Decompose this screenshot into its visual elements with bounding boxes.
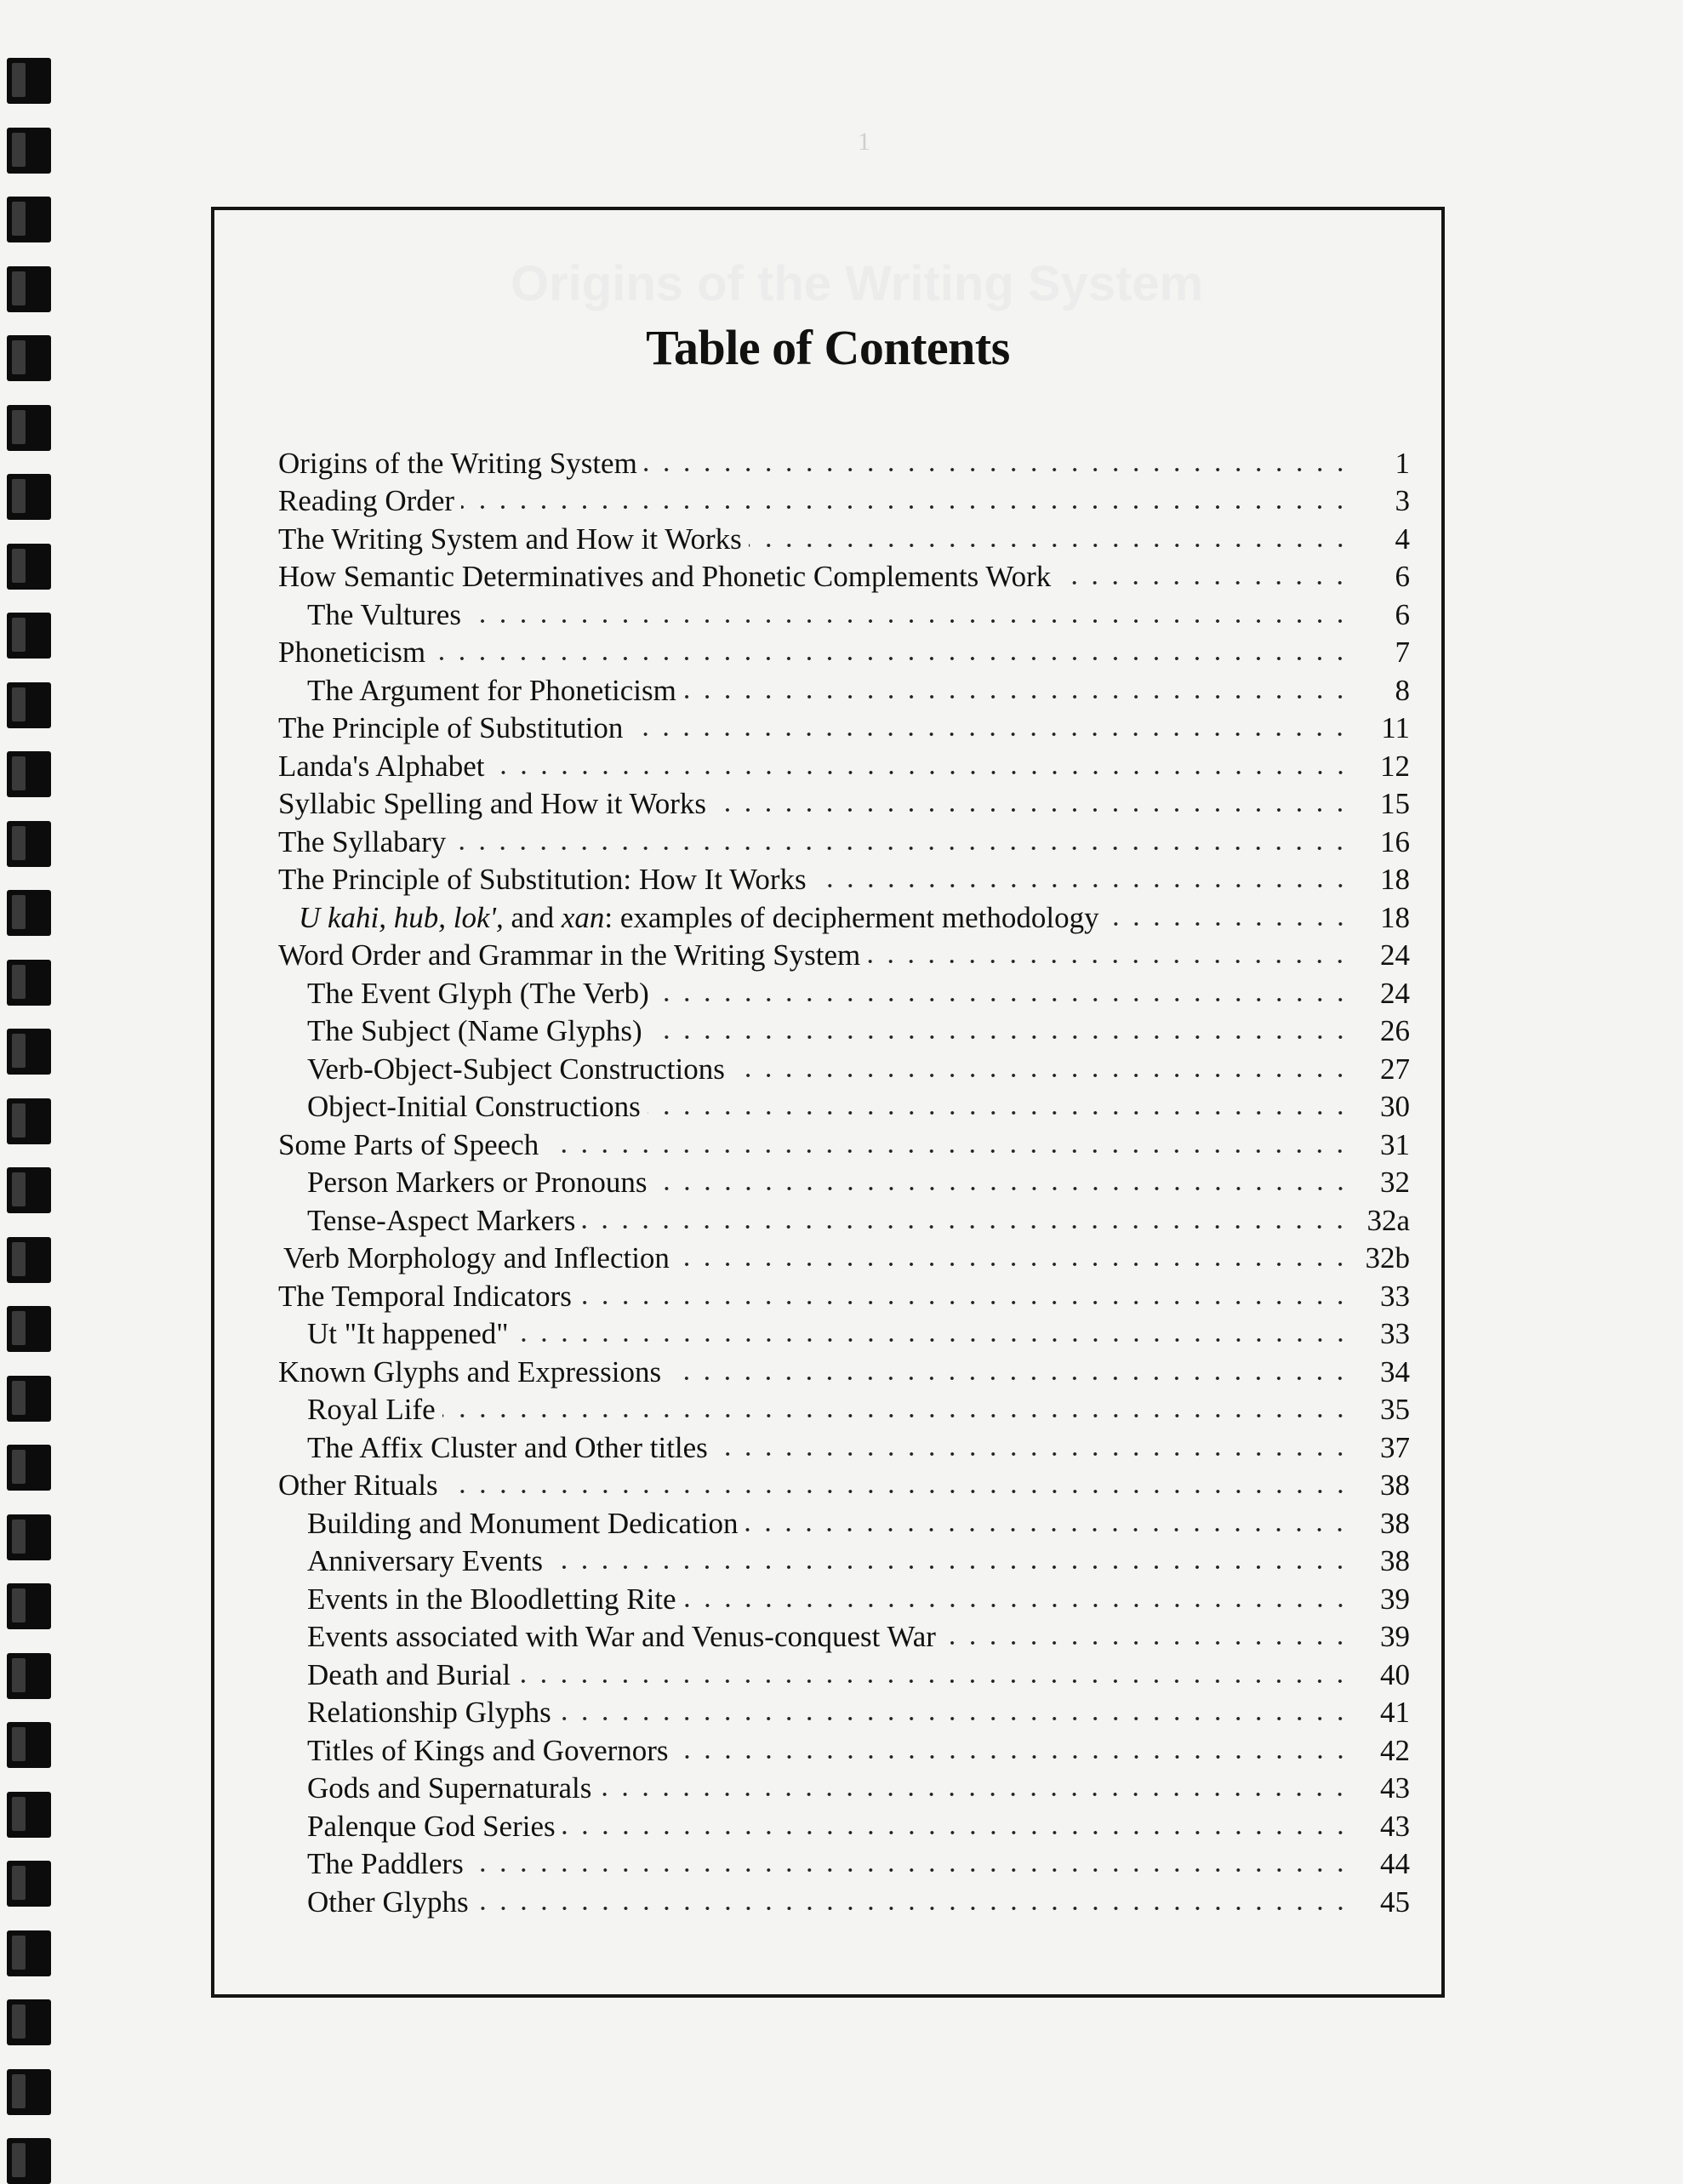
toc-entry-title: Titles of Kings and Governors: [307, 1733, 669, 1767]
binding-ring: [7, 1098, 51, 1144]
binding-ring: [7, 1029, 51, 1075]
dot-leader: [715, 1451, 1350, 1457]
toc-page-number: 1: [1395, 446, 1410, 480]
binding-ring: [7, 335, 51, 381]
dot-leader: [550, 1564, 1350, 1571]
toc-entry[interactable]: [278, 1349, 1410, 1387]
toc-page-number: 18: [1380, 863, 1410, 896]
binding-ring: [7, 2069, 51, 2115]
toc-entry[interactable]: [278, 1008, 1410, 1046]
binding-ring: [7, 751, 51, 797]
dot-leader: [745, 1526, 1350, 1533]
binding-ring: [7, 1653, 51, 1699]
toc-page-number: 33: [1380, 1279, 1410, 1313]
dot-leader: [732, 1072, 1350, 1079]
toc-page-number: 41: [1380, 1696, 1410, 1729]
dot-leader: [579, 1299, 1350, 1306]
toc-page-number: 39: [1380, 1582, 1410, 1616]
toc-page-number: 18: [1380, 900, 1410, 934]
toc-page-number: 38: [1380, 1468, 1410, 1502]
toc-page-number: 30: [1380, 1090, 1410, 1123]
dot-leader: [516, 1337, 1350, 1343]
toc-entry-title: The Temporal Indicators: [278, 1279, 572, 1313]
toc-entry[interactable]: [278, 894, 1410, 932]
toc-entry-title: The Principle of Substitution: [278, 711, 624, 744]
toc-entry-title: Origins of the Writing System: [278, 446, 637, 480]
dot-leader: [668, 1375, 1350, 1382]
toc-entry-title: Gods and Supernaturals: [307, 1771, 592, 1805]
page-title: Table of Contents: [646, 320, 1010, 375]
toc-entry[interactable]: [278, 1690, 1410, 1728]
toc-entry-title: The Writing System and How it Works: [278, 522, 742, 556]
dot-leader: [644, 466, 1350, 473]
toc-entry-title: Syllabic Spelling and How it Works: [278, 787, 707, 820]
toc-entry[interactable]: [278, 1538, 1410, 1577]
toc-entry[interactable]: [278, 1765, 1410, 1804]
toc-entry[interactable]: [278, 1614, 1410, 1652]
toc-entry[interactable]: [278, 1841, 1410, 1879]
toc-page-number: 3: [1395, 484, 1410, 517]
background-page-number: 1: [858, 128, 870, 156]
binding-ring: [7, 1583, 51, 1629]
spiral-binding: [0, 0, 68, 2178]
toc-entry[interactable]: [278, 1576, 1410, 1614]
binding-ring: [7, 128, 51, 174]
binding-ring: [7, 1237, 51, 1283]
binding-ring: [7, 544, 51, 590]
dot-leader: [683, 1602, 1350, 1609]
toc-page-number: 12: [1380, 749, 1410, 783]
toc-entry-title: Relationship Glyphs: [307, 1696, 551, 1729]
binding-ring: [7, 1445, 51, 1491]
toc-entry[interactable]: [278, 1197, 1410, 1235]
toc-entry[interactable]: [278, 1273, 1410, 1311]
dot-leader: [656, 996, 1350, 1003]
toc-page-number: 43: [1380, 1809, 1410, 1843]
toc-entry-title: The Event Glyph (The Verb): [307, 976, 649, 1010]
binding-ring: [7, 613, 51, 659]
binding-ring: [7, 197, 51, 242]
dot-leader: [648, 1109, 1350, 1116]
toc-entry[interactable]: [278, 630, 1410, 668]
binding-ring: [7, 474, 51, 520]
toc-page-number: 31: [1380, 1127, 1410, 1161]
toc-entry[interactable]: [278, 1046, 1410, 1084]
binding-ring: [7, 1167, 51, 1213]
toc-page-number: 38: [1380, 1544, 1410, 1577]
toc-entry[interactable]: [278, 932, 1410, 971]
toc-entry-title: The Vultures: [307, 597, 461, 631]
toc-entry[interactable]: [278, 554, 1410, 592]
toc-entry-title: The Subject (Name Glyphs): [307, 1014, 642, 1047]
toc-entry[interactable]: [278, 743, 1410, 781]
toc-entry-title: The Paddlers: [307, 1847, 464, 1880]
toc-entry-title: Phoneticism: [278, 636, 426, 669]
binding-ring: [7, 1861, 51, 1907]
toc-entry[interactable]: [278, 781, 1410, 819]
toc-entry[interactable]: [278, 591, 1410, 630]
dot-leader: [749, 542, 1350, 549]
dot-leader: [713, 807, 1350, 813]
dot-leader: [1106, 921, 1350, 927]
toc-entry-title: The Syllabary: [278, 824, 447, 858]
toc-entry-title: Palenque God Series: [307, 1809, 556, 1843]
binding-ring: [7, 1930, 51, 1976]
toc-entry-title: Other Glyphs: [307, 1885, 469, 1919]
toc-page-number: 37: [1380, 1430, 1410, 1464]
toc-page-number: 42: [1380, 1733, 1410, 1767]
dot-leader: [442, 1412, 1350, 1419]
toc-entry[interactable]: [278, 1121, 1410, 1160]
toc-entry-title: Building and Monument Dedication: [307, 1506, 739, 1540]
toc-entry-title: Some Parts of Speech: [278, 1127, 539, 1161]
toc-page-number: 11: [1381, 711, 1410, 744]
binding-ring: [7, 1999, 51, 2045]
dot-leader: [558, 1715, 1350, 1722]
toc-entry[interactable]: [278, 516, 1410, 554]
toc-entry-title: The Principle of Substitution: How It Works: [278, 863, 807, 896]
toc-page-number: 8: [1395, 673, 1410, 707]
toc-entry-title: Tense-Aspect Markers: [307, 1203, 576, 1237]
toc-page-number: 24: [1380, 938, 1410, 972]
toc-page-number: 6: [1395, 597, 1410, 631]
toc-entry[interactable]: [278, 1463, 1410, 1501]
toc-frame: [211, 207, 1445, 1998]
binding-ring: [7, 960, 51, 1006]
binding-ring: [7, 682, 51, 728]
toc-entry-title-part: and: [503, 900, 562, 934]
toc-entry[interactable]: [278, 1651, 1410, 1690]
toc-page-number: 6: [1395, 560, 1410, 593]
dot-leader: [649, 1034, 1350, 1041]
dot-leader: [545, 1148, 1350, 1155]
toc-entry-title: Word Order and Grammar in the Writing System: [278, 938, 861, 972]
toc-entry[interactable]: [278, 1235, 1410, 1274]
toc-page-number: 32: [1380, 1166, 1410, 1199]
toc-entry[interactable]: [278, 705, 1410, 744]
toc-entry-title: Reading Order: [278, 484, 455, 517]
binding-ring: [7, 1722, 51, 1768]
dot-leader: [445, 1488, 1350, 1495]
binding-ring: [7, 1514, 51, 1560]
toc-entry-title: Verb Morphology and Inflection: [283, 1241, 670, 1274]
toc-page-number: 26: [1380, 1014, 1410, 1047]
binding-ring: [7, 1792, 51, 1838]
binding-ring: [7, 266, 51, 312]
toc-entry-title: Other Rituals: [278, 1468, 438, 1502]
binding-ring: [7, 58, 51, 104]
toc-page-number: 45: [1380, 1885, 1410, 1919]
toc-page-number: 27: [1380, 1052, 1410, 1086]
toc-page-number: 39: [1380, 1620, 1410, 1653]
toc-entry-title: Anniversary Events: [307, 1544, 544, 1577]
toc-entry[interactable]: [278, 970, 1410, 1008]
toc-page-number: 16: [1380, 824, 1410, 858]
toc-entry[interactable]: [278, 1084, 1410, 1122]
toc-entry-title: Verb-Object-Subject Constructions: [307, 1052, 725, 1086]
toc-entry-title: Events associated with War and Venus-conquest War: [307, 1620, 936, 1653]
toc-entry-title-part: xan: [561, 900, 605, 934]
toc-page-number: 40: [1380, 1657, 1410, 1691]
dot-leader: [562, 1829, 1350, 1836]
binding-ring: [7, 821, 51, 867]
toc-page-number: 44: [1380, 1847, 1410, 1880]
binding-ring: [7, 890, 51, 936]
toc-entry[interactable]: [278, 440, 1410, 478]
dot-leader: [453, 845, 1350, 852]
show-through-heading: Origins of the Writing System: [511, 256, 1204, 311]
binding-ring: [7, 1306, 51, 1352]
toc-entry[interactable]: [278, 1500, 1410, 1538]
toc-page-number: 38: [1380, 1506, 1410, 1540]
toc-list: [278, 440, 1410, 1917]
toc-entry-title: The Affix Cluster and Other titles: [307, 1430, 708, 1464]
toc-entry[interactable]: [278, 1311, 1410, 1349]
dot-leader: [813, 882, 1350, 889]
toc-page-number: 32b: [1365, 1241, 1410, 1274]
toc-entry[interactable]: [278, 478, 1410, 516]
toc-page-number: 43: [1380, 1771, 1410, 1805]
dot-leader: [683, 693, 1350, 700]
toc-entry[interactable]: [278, 857, 1410, 895]
toc-entry-title: Person Markers or Pronouns: [307, 1166, 648, 1199]
toc-entry-title: Landa's Alphabet: [278, 749, 485, 783]
dot-leader: [676, 1753, 1350, 1760]
toc-entry[interactable]: [278, 1803, 1410, 1841]
toc-entry-title-part: : examples of decipherment methodology: [604, 900, 1099, 934]
dot-leader: [676, 1261, 1350, 1268]
dot-leader: [598, 1791, 1350, 1798]
toc-page-number: 35: [1380, 1393, 1410, 1426]
toc-page-number: 34: [1380, 1354, 1410, 1389]
toc-entry-title: Events in the Bloodletting Rite: [307, 1582, 676, 1616]
binding-ring: [7, 2138, 51, 2184]
dot-leader: [468, 618, 1350, 624]
toc-entry-title: Death and Burial: [307, 1657, 511, 1691]
toc-entry-title: How Semantic Determinatives and Phonetic Complements Work: [278, 560, 1052, 593]
dot-leader: [432, 655, 1350, 662]
dot-leader: [461, 504, 1350, 510]
toc-entry[interactable]: [278, 1387, 1410, 1425]
toc-entry[interactable]: [278, 1727, 1410, 1765]
toc-page-number: 4: [1395, 522, 1410, 556]
dot-leader: [582, 1223, 1350, 1230]
dot-leader: [630, 731, 1350, 738]
dot-leader: [867, 958, 1350, 965]
toc-page-number: 7: [1395, 636, 1410, 669]
binding-ring: [7, 405, 51, 451]
toc-entry-title: Ut "It happened": [307, 1317, 509, 1350]
toc-entry[interactable]: [278, 1160, 1410, 1198]
dot-leader: [1058, 579, 1350, 586]
toc-page-number: 15: [1380, 787, 1410, 820]
toc-entry-title: Royal Life: [307, 1393, 436, 1426]
toc-entry-title: Known Glyphs and Expressions: [278, 1354, 662, 1389]
toc-entry-title: The Argument for Phoneticism: [307, 673, 676, 707]
toc-entry[interactable]: [278, 667, 1410, 705]
toc-entry-title: Object-Initial Constructions: [307, 1090, 641, 1123]
dot-leader: [517, 1678, 1350, 1685]
toc-page-number: 32a: [1366, 1203, 1410, 1237]
toc-entry-title-part: U kahi, hub, lok',: [299, 900, 504, 934]
dot-leader: [492, 769, 1351, 776]
dot-leader: [654, 1185, 1350, 1192]
toc-entry[interactable]: [278, 818, 1410, 857]
dot-leader: [943, 1639, 1350, 1646]
toc-entry[interactable]: [278, 1424, 1410, 1463]
toc-page-number: 33: [1380, 1317, 1410, 1350]
binding-ring: [7, 1376, 51, 1422]
toc-entry-title: [299, 900, 1106, 934]
toc-entry[interactable]: [278, 1879, 1410, 1917]
dot-leader: [476, 1905, 1350, 1912]
dot-leader: [471, 1867, 1350, 1873]
toc-page-number: 24: [1380, 976, 1410, 1010]
